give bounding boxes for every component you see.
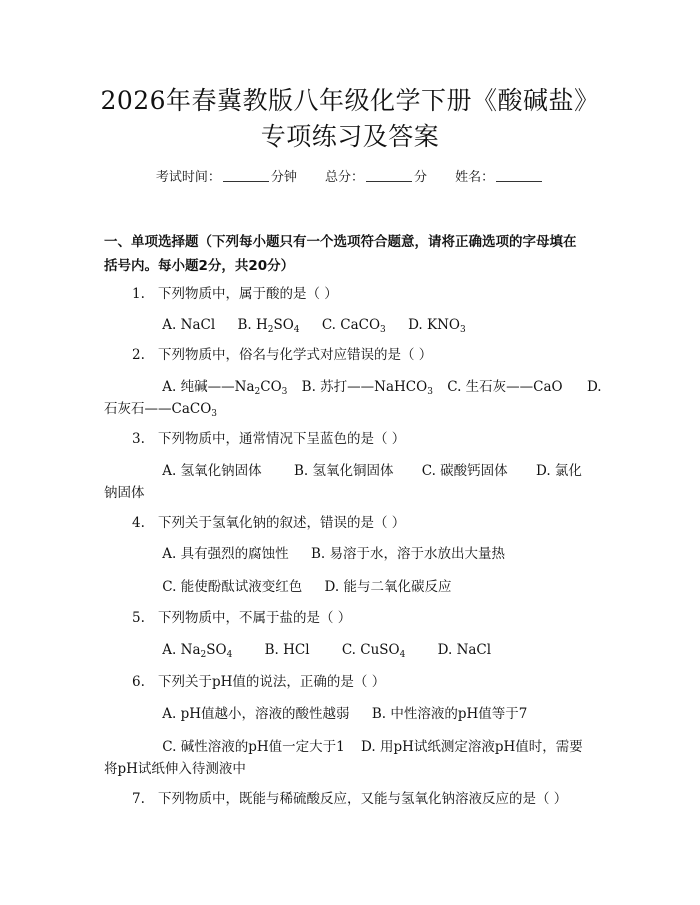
q5-option-d: D. NaCl (437, 642, 492, 658)
question-4-options-row2 (104, 576, 604, 598)
q2-option-a: A. 纯碱$——Na_2CO_3$ (162, 379, 288, 397)
exam-name: 姓名： (455, 170, 544, 185)
question-4-options-row1 (104, 543, 604, 565)
question-6-options-row1 (104, 703, 604, 725)
exam-meta (0, 168, 700, 188)
question-6-options-row2 (104, 736, 604, 780)
q6-option-c: C. 碱性溶液的pH值一定大于1 (162, 739, 345, 755)
q3-option-a: A. 氢氧化钠固体 (162, 463, 262, 479)
question-5-options (104, 639, 604, 661)
q2-option-d-label: D. (586, 379, 602, 395)
question-1: 1. 下列物质中，属于酸的是（ ） (132, 286, 338, 302)
question-7: 7. 下列物质中，既能与稀硫酸反应，又能与氢氧化钠溶液反应的是（ ） (132, 791, 568, 807)
q4-option-d: D. 能与二氧化碳反应 (324, 579, 452, 595)
time-blank[interactable] (223, 168, 269, 182)
document-title-line2: 专项练习及答案 (260, 122, 440, 151)
q6-option-d: D. 用pH试纸测定溶液pH值时，需要 (361, 739, 583, 755)
q2-option-d: 石灰石——CaCO$_3$ (104, 401, 218, 419)
q5-option-c: C. CuSO$_4$ (341, 642, 406, 660)
q2-option-b: B. 苏打——NaHCO$_3$ (301, 379, 433, 397)
section-heading: 一、单项选择题（下列每小题只有一个选项符合题意，请将正确选项的字母填在 括号内。每小题2分，共20分） (104, 234, 577, 274)
exam-score: 总分： 分 (324, 170, 428, 185)
q6-option-d-cont: 将pH试纸伸入待测液中 (104, 761, 246, 777)
question-2-options (104, 376, 604, 420)
document-title-line1: 2026年春冀教版八年级化学下册《酸碱盐》 (100, 86, 600, 115)
question-6: 6. 下列关于pH值的说法，正确的是（ ） (132, 674, 386, 690)
question-3: 3. 下列物质中，通常情况下呈蓝色的是（ ） (132, 431, 406, 447)
q3-option-b: B. 氢氧化铜固体 (293, 463, 394, 479)
q1-option-b: B. $H_2SO_4$ (237, 317, 300, 335)
question-1-options (104, 314, 604, 336)
q4-option-a: A. 具有强烈的腐蚀性 (162, 546, 289, 562)
q1-option-c: C. CaCO$_3$ (321, 317, 386, 335)
q4-option-b: B. 易溶于水，溶于水放出大量热 (310, 546, 505, 562)
q6-option-b: B. 中性溶液的pH值等于7 (371, 706, 528, 722)
question-5: 5. 下列物质中，不属于盐的是（ ） (132, 610, 352, 626)
q1-option-a: A. NaCl (162, 317, 216, 333)
question-3-options (104, 460, 604, 504)
q6-option-a: A. pH值越小，溶液的酸性越弱 (162, 706, 350, 722)
exam-time: 考试时间： 分钟 (155, 170, 297, 185)
score-blank[interactable] (366, 168, 412, 182)
q3-option-c: C. 碳酸钙固体 (421, 463, 508, 479)
q5-option-b: B. HCl (264, 642, 310, 658)
name-blank[interactable] (496, 168, 542, 182)
question-2: 2. 下列物质中，俗名与化学式对应错误的是（ ） (132, 347, 433, 363)
q1-option-d: D. $KNO_3$ (408, 317, 466, 335)
q2-option-c: C. 生石灰——CaO (447, 379, 563, 395)
q4-option-c: C. 能使酚酞试液变红色 (162, 579, 303, 595)
q3-option-d-cont: 钠固体 (104, 485, 145, 501)
q3-option-d: D. 氯化 (535, 463, 582, 479)
q5-option-a: A. $Na_2SO_4$ (162, 642, 233, 660)
question-4: 4. 下列关于氢氧化钠的叙述，错误的是（ ） (132, 515, 406, 531)
